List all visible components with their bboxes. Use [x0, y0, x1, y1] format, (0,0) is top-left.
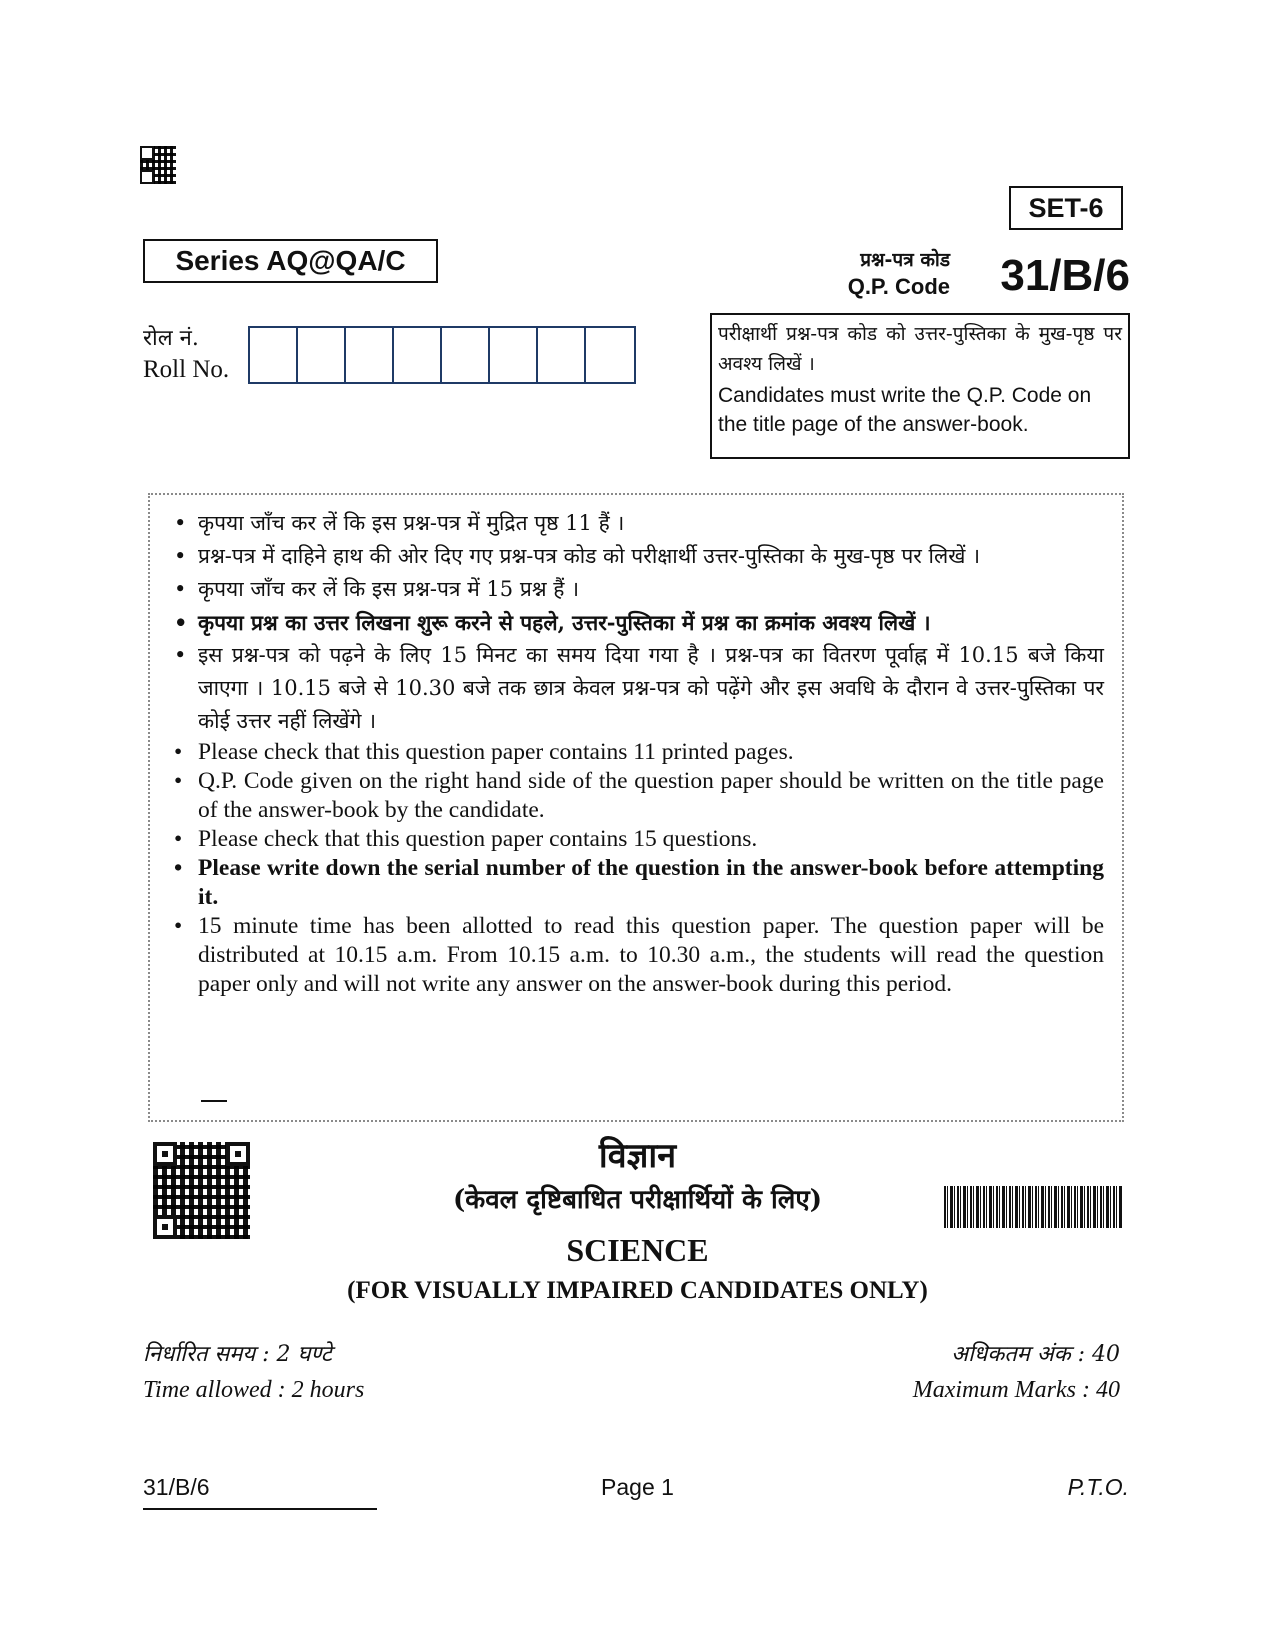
max-marks-hindi: अधिकतम अंक : 40 — [951, 1342, 1120, 1367]
note-english: Candidates must write the Q.P. Code on the title page of the answer-book. — [718, 384, 1092, 436]
instruction-item: • Q.P. Code given on the right hand side of the question paper should be written on the title page of the answer-book by the candidate. — [172, 767, 1104, 825]
instruction-item: • Please write down the serial number of the question in the answer-book before attempting it. — [172, 854, 1104, 912]
instruction-item: • Please check that this question paper contains 11 printed pages. — [172, 738, 1104, 767]
note-hindi: परीक्षार्थी प्रश्न-पत्र कोड को उत्तर-पुस्तिका के मुख-पृष्ठ पर अवश्य लिखें । — [718, 323, 1122, 375]
qr-code-small-icon — [140, 146, 176, 184]
instruction-item: • कृपया प्रश्न का उत्तर लिखना शुरू करने से पहले, उत्तर-पुस्तिका में प्रश्न का क्रमांक अवश्य लिखें । — [172, 606, 1104, 639]
instructions-list — [172, 507, 1104, 999]
instructions-end-dash — [201, 1100, 227, 1102]
roll-label: Roll No. — [143, 356, 230, 383]
roll-number-cell[interactable] — [250, 328, 298, 382]
instruction-item: • 15 minute time has been allotted to read this question paper. The question paper will be distributed at 10.15 a.m. From 10.15 a.m. to 10.30 a.m., the students will read the question paper only and will not write any answer on the answer-book during this period. — [172, 912, 1104, 999]
instruction-item: • इस प्रश्न-पत्र को पढ़ने के लिए 15 मिनट का समय दिया गया है । प्रश्न-पत्र का वितरण पूर्वाह्न में 10.15 बजे किया जाएगा । 10.15 बजे से 10.30 बजे तक छात्र केवल प्रश्न-पत्र को पढ़ेंगे और इस अवधि के दौरान वे उत्तर-पुस्तिका पर कोई उत्तर नहीं लिखेंगे । — [172, 639, 1104, 738]
subject-subtitle: (FOR VISUALLY IMPAIRED CANDIDATES ONLY) — [347, 1277, 928, 1304]
series-label: Series AQ@QA/C — [143, 239, 438, 283]
subject-title: SCIENCE — [566, 1232, 709, 1268]
qp-code-label: Q.P. Code — [847, 274, 950, 299]
barcode-icon — [944, 1186, 1122, 1228]
instruction-item: • Please check that this question paper contains 15 questions. — [172, 825, 1104, 854]
instruction-item: • प्रश्न-पत्र में दाहिने हाथ की ओर दिए गए प्रश्न-पत्र कोड को परीक्षार्थी उत्तर-पुस्तिका के मुख-पृष्ठ पर लिखें । — [172, 540, 1104, 573]
roll-number-cell[interactable] — [586, 328, 634, 382]
subject-title-hindi: विज्ञान — [598, 1136, 677, 1176]
roll-number-cell[interactable] — [394, 328, 442, 382]
footer-underline — [143, 1508, 377, 1510]
roll-number-cell[interactable] — [298, 328, 346, 382]
roll-number-cell[interactable] — [442, 328, 490, 382]
roll-number-boxes[interactable] — [248, 326, 636, 384]
instructions-box — [148, 493, 1124, 1122]
footer-page-number: Page 1 — [601, 1474, 674, 1500]
time-allowed-hindi: निर्धारित समय : 2 घण्टे — [143, 1342, 332, 1367]
set-number: SET-6 — [1009, 186, 1123, 230]
roll-number-cell[interactable] — [490, 328, 538, 382]
time-allowed: Time allowed : 2 hours — [143, 1377, 365, 1403]
subject-subtitle-hindi: (केवल दृष्टिबाधित परीक्षार्थियों के लिए) — [452, 1185, 823, 1215]
footer-qp-code: 31/B/6 — [143, 1474, 210, 1500]
roll-number-cell[interactable] — [346, 328, 394, 382]
footer-pto: P.T.O. — [1067, 1474, 1129, 1500]
roll-label-hindi: रोल नं. — [143, 326, 199, 351]
instruction-item: • कृपया जाँच कर लें कि इस प्रश्न-पत्र में मुद्रित पृष्ठ 11 हैं । — [172, 507, 1104, 540]
roll-number-cell[interactable] — [538, 328, 586, 382]
qp-code-label-hindi: प्रश्न-पत्र कोड — [860, 249, 950, 271]
max-marks: Maximum Marks : 40 — [912, 1377, 1120, 1403]
qp-code-note — [710, 313, 1130, 459]
instruction-item: • कृपया जाँच कर लें कि इस प्रश्न-पत्र में 15 प्रश्न हैं । — [172, 573, 1104, 606]
qp-code: 31/B/6 — [1000, 251, 1130, 300]
